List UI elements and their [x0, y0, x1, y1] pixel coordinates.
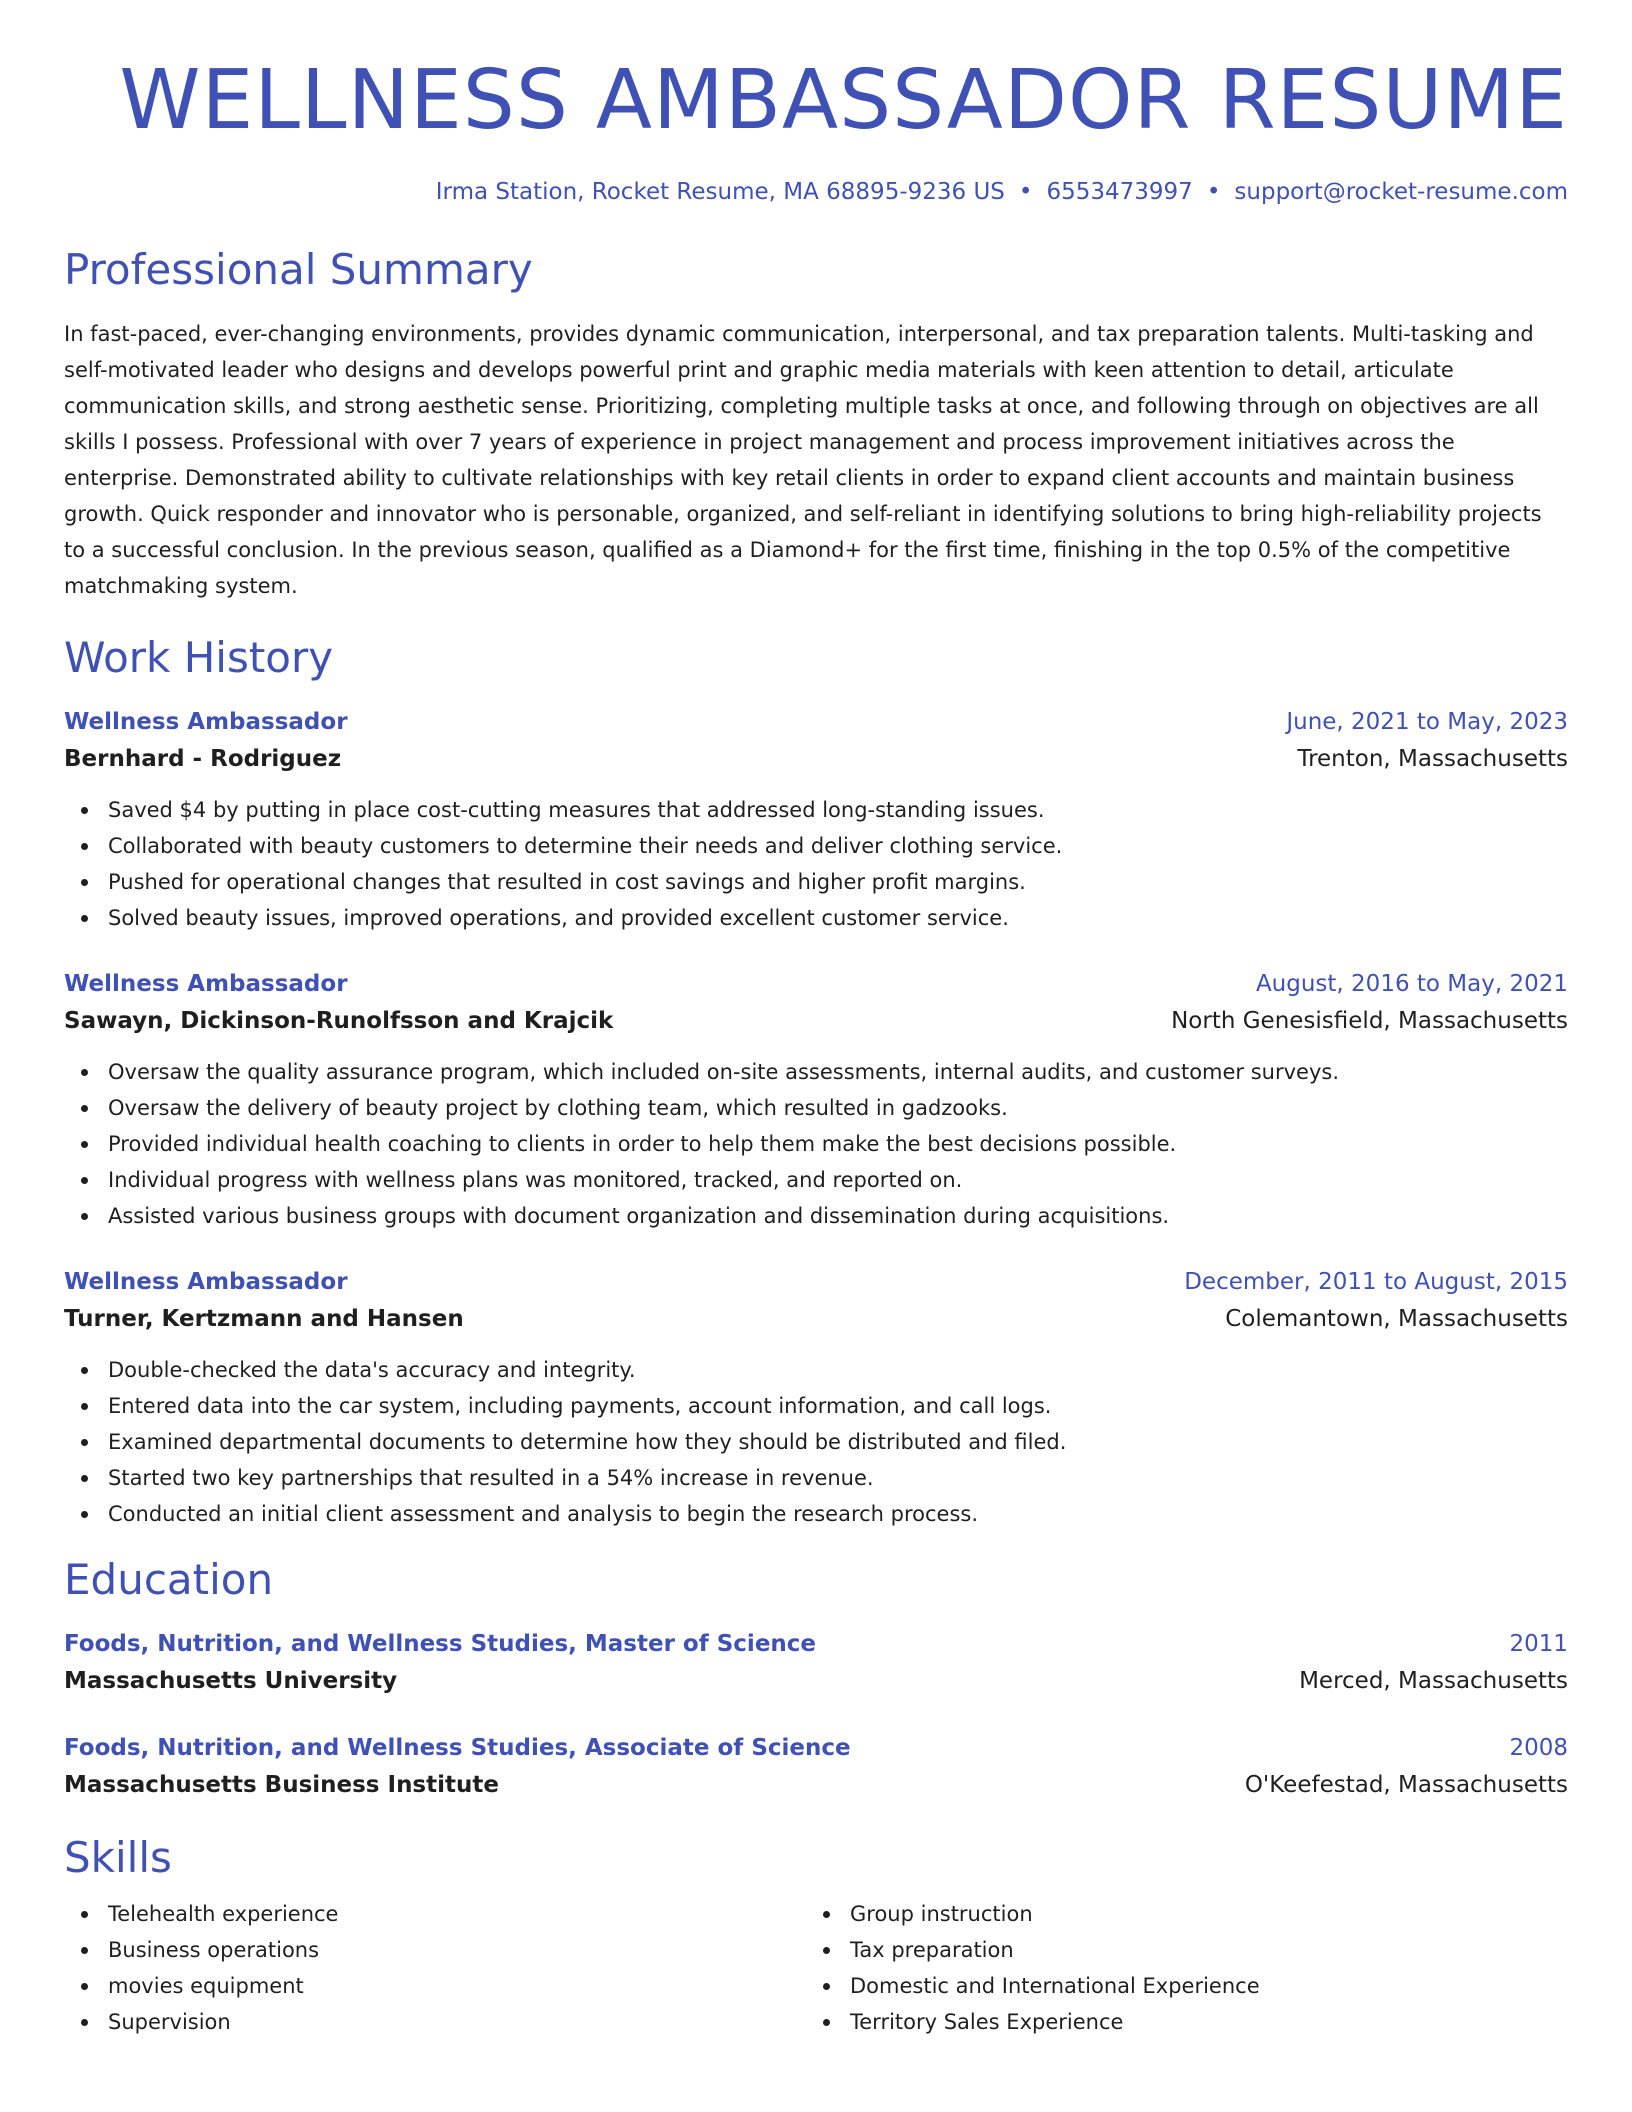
skill-item: movies equipment: [108, 1968, 806, 2004]
job-title: Wellness Ambassador: [64, 971, 348, 997]
skills-column-left: [64, 1896, 806, 2040]
contact-separator: •: [1018, 179, 1033, 205]
education-year: 2011: [1509, 1631, 1568, 1657]
education-entry: [64, 1730, 1568, 1804]
degree-title: Foods, Nutrition, and Wellness Studies, Associate of Science: [64, 1735, 851, 1761]
contact-separator: •: [1206, 179, 1221, 205]
summary-text: In fast-paced, ever-changing environments, provides dynamic communication, interpersonal, and tax preparation talents. Multi-tasking and self-motivated leader who designs and develops powerful print and graphic media materials with keen attention to detail, articulate communication skills, and strong aesthetic sense. Prioritizing, completing multiple tasks at once, and following through on objectives are all skills I possess. Professional with over 7 years of experience in project management and process improvement initiatives across the enterprise. Demonstrated ability to cultivate relationships with key retail clients in order to expand client accounts and maintain business growth. Quick responder and innovator who is personable, organized, and self-reliant in identifying solutions to bring high-reliability projects to a successful conclusion. In the previous season, qualified as a Diamond+ for the first time, finishing in the top 0.5% of the competitive matchmaking system.: [64, 322, 1542, 598]
job-entry: [64, 966, 1568, 1234]
job-bullets: [64, 792, 1568, 936]
section-heading-summary: Professional Summary: [64, 245, 533, 294]
list-item: Conducted an initial client assessment and analysis to begin the research process.: [108, 1496, 1568, 1532]
list-item: Oversaw the delivery of beauty project by clothing team, which resulted in gadzooks.: [108, 1090, 1568, 1126]
list-item: Assisted various business groups with document organization and dissemination during acquisitions.: [108, 1198, 1568, 1234]
job-dates: December, 2011 to August, 2015: [1184, 1269, 1568, 1295]
skill-item: Territory Sales Experience: [850, 2004, 1548, 2040]
section-heading-work-history: Work History: [64, 633, 334, 682]
company-name: Bernhard - Rodriguez: [64, 746, 342, 772]
job-bullets: [64, 1054, 1568, 1234]
job-dates: June, 2021 to May, 2023: [1286, 709, 1568, 735]
school-location: Merced, Massachusetts: [1299, 1668, 1568, 1694]
job-entry: [64, 704, 1568, 936]
job-dates: August, 2016 to May, 2021: [1255, 971, 1568, 997]
job-location: North Genesisfield, Massachusetts: [1171, 1008, 1568, 1034]
skills-column-right: [806, 1896, 1548, 2040]
skill-item: Business operations: [108, 1932, 806, 1968]
skill-item: Domestic and International Experience: [850, 1968, 1548, 2004]
school-name: Massachusetts University: [64, 1668, 398, 1694]
list-item: Provided individual health coaching to clients in order to help them make the best decisions possible.: [108, 1126, 1568, 1162]
resume-title: WELLNESS AMBASSADOR RESUME: [119, 53, 1568, 148]
list-item: Double-checked the data's accuracy and integrity.: [108, 1352, 1568, 1388]
school-location: O'Keefestad, Massachusetts: [1244, 1772, 1568, 1798]
list-item: Pushed for operational changes that resulted in cost savings and higher profit margins.: [108, 864, 1568, 900]
list-item: Collaborated with beauty customers to determine their needs and deliver clothing service.: [108, 828, 1568, 864]
skills-bullets: [64, 1896, 806, 2040]
degree-title: Foods, Nutrition, and Wellness Studies, Master of Science: [64, 1631, 817, 1657]
list-item: Saved $4 by putting in place cost-cutting measures that addressed long-standing issues.: [108, 792, 1568, 828]
company-name: Sawayn, Dickinson-Runolfsson and Krajcik: [64, 1008, 614, 1034]
company-name: Turner, Kertzmann and Hansen: [64, 1306, 464, 1332]
job-location: Colemantown, Massachusetts: [1225, 1306, 1568, 1332]
contact-line: [64, 176, 1568, 208]
list-item: Oversaw the quality assurance program, which included on-site assessments, internal audits, and customer surveys.: [108, 1054, 1568, 1090]
contact-email[interactable]: support@rocket-resume.com: [1234, 179, 1568, 205]
list-item: Individual progress with wellness plans was monitored, tracked, and reported on.: [108, 1162, 1568, 1198]
job-entry: [64, 1264, 1568, 1532]
skill-item: Supervision: [108, 2004, 806, 2040]
skills-list: [64, 1896, 1568, 2040]
education-year: 2008: [1509, 1735, 1568, 1761]
skills-bullets: [806, 1896, 1548, 2040]
section-heading-education: Education: [64, 1555, 274, 1604]
job-bullets: [64, 1352, 1568, 1532]
skill-item: Telehealth experience: [108, 1896, 806, 1932]
section-heading-skills: Skills: [64, 1833, 172, 1882]
list-item: Examined departmental documents to determine how they should be distributed and filed.: [108, 1424, 1568, 1460]
skill-item: Group instruction: [850, 1896, 1548, 1932]
job-title: Wellness Ambassador: [64, 709, 348, 735]
list-item: Entered data into the car system, including payments, account information, and call logs.: [108, 1388, 1568, 1424]
education-entry: [64, 1626, 1568, 1700]
job-title: Wellness Ambassador: [64, 1269, 348, 1295]
contact-phone: 6553473997: [1046, 179, 1193, 205]
list-item: Solved beauty issues, improved operations, and provided excellent customer service.: [108, 900, 1568, 936]
skill-item: Tax preparation: [850, 1932, 1548, 1968]
list-item: Started two key partnerships that resulted in a 54% increase in revenue.: [108, 1460, 1568, 1496]
school-name: Massachusetts Business Institute: [64, 1772, 499, 1798]
job-location: Trenton, Massachusetts: [1297, 746, 1568, 772]
contact-address: Irma Station, Rocket Resume, MA 68895-9236 US: [435, 179, 1005, 205]
